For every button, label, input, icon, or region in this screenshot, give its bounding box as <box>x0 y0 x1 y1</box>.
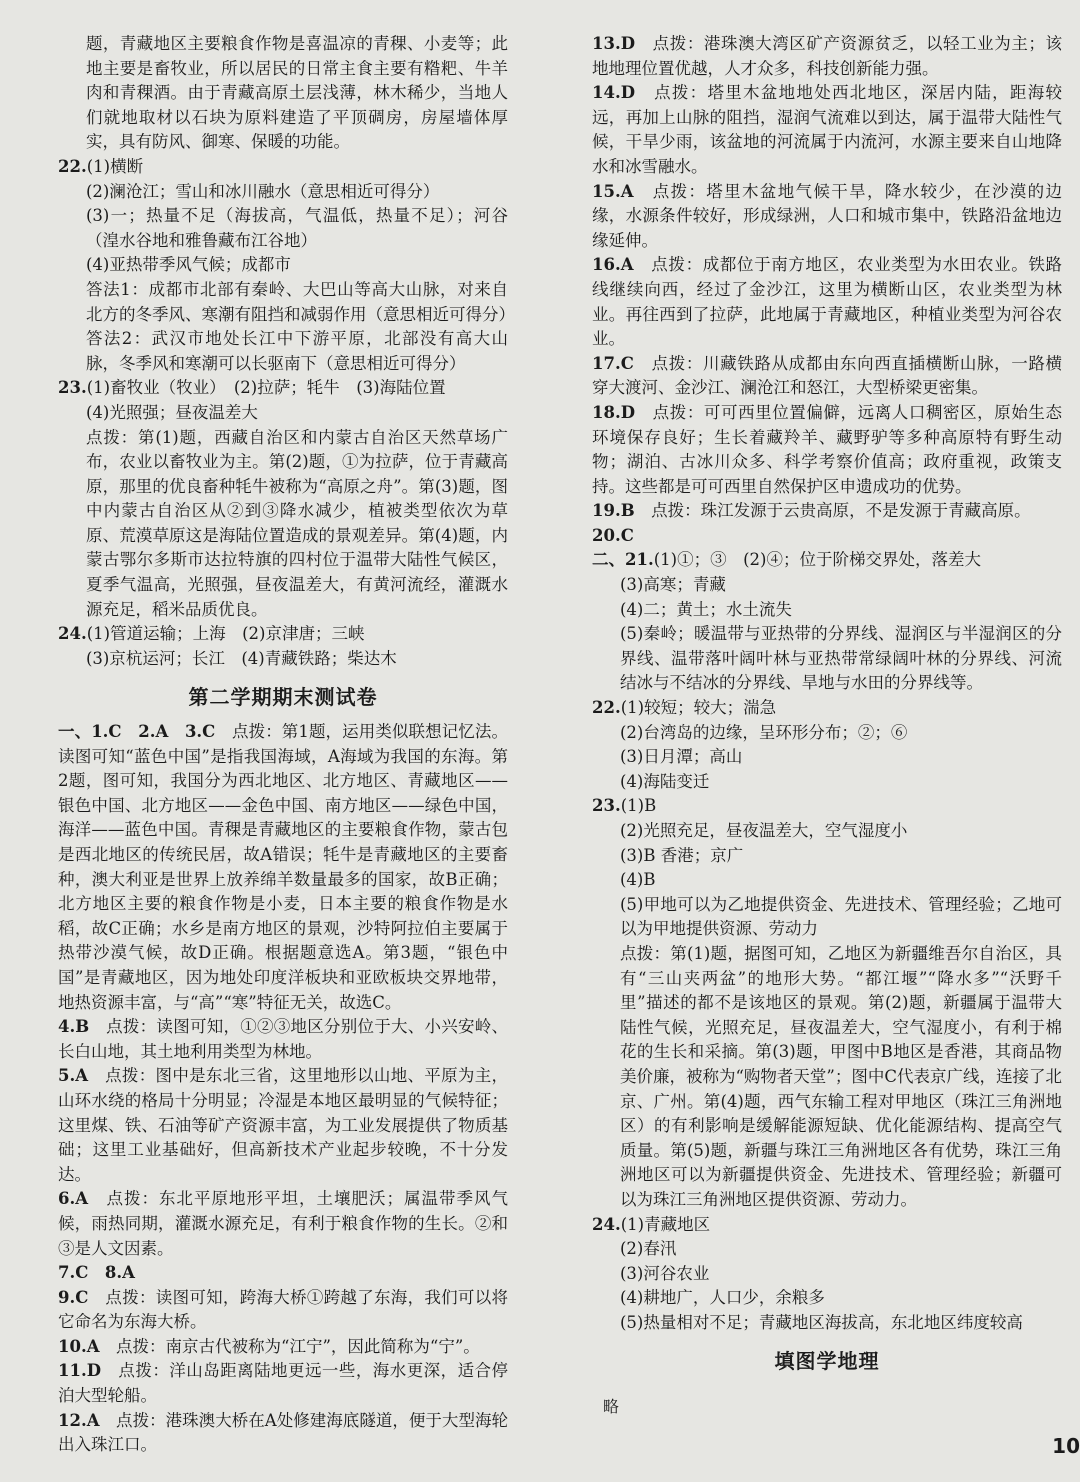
answer-number: 22. <box>592 698 621 718</box>
answer-text: 点拨：读图可知，①②③地区分别位于大、小兴安岭、长白山地，其土地利用类型为林地。 <box>58 1017 508 1061</box>
answer-item <box>592 573 1062 598</box>
answer-item <box>592 499 1062 524</box>
answer-item <box>592 598 1062 623</box>
left-column <box>58 32 515 1458</box>
answer-number: 12.A <box>58 1410 100 1430</box>
answer-item <box>592 81 1062 179</box>
answer-item <box>58 253 508 278</box>
answer-number: 23. <box>592 796 621 816</box>
answer-item <box>58 426 508 623</box>
answer-number: 24. <box>592 1214 621 1234</box>
answer-text: 点拨：港珠澳大湾区矿产资源贫乏，以轻工业为主；该地地理位置优越，人才众多，科技创新能力强。 <box>592 34 1062 78</box>
answer-text: (4)亚热带季风气候；成都市 <box>86 255 291 275</box>
answer-number: 23. <box>58 378 87 398</box>
answer-text: 点拨：成都位于南方地区，农业类型为水田农业。铁路线继续向西，经过了金沙江，这里为横断山区，农业类型为林业。再往西到了拉萨，此地属于青藏地区，种植业类型为河谷农业。 <box>592 255 1062 349</box>
answer-text: (4)二；黄土；水土流失 <box>620 599 792 619</box>
answer-number: 18.D <box>592 402 636 422</box>
answer-text: (5)秦岭；暖温带与亚热带的分界线、湿润区与半湿润区的分界线、温带落叶阔叶林与亚热带常绿阔叶林的分界线、河流结冰与不结冰的分界线、旱地与水田的分界线等。 <box>620 624 1062 693</box>
answer-text: 点拨：洋山岛距离陆地更远一些，海水更深，适合停泊大型轮船。 <box>58 1361 508 1406</box>
answer-number: 7.C 8.A <box>58 1263 135 1283</box>
answer-item <box>592 1262 1062 1287</box>
answer-item <box>592 548 1062 573</box>
answer-item <box>592 1237 1062 1262</box>
answer-text: (1)青藏地区 <box>620 1214 711 1234</box>
footer-note: 略 <box>603 1397 620 1416</box>
answer-number: 5.A <box>58 1066 89 1086</box>
answer-number: 19.B <box>592 501 635 521</box>
answer-item <box>592 868 1062 893</box>
answer-item <box>592 180 1062 254</box>
answer-item <box>58 278 515 327</box>
answer-item <box>592 32 1062 81</box>
answer-item <box>58 1335 508 1360</box>
answer-item <box>592 1213 1062 1238</box>
answer-text: (1)①；③ (2)④；位于阶梯交界处，落差大 <box>653 550 981 570</box>
answer-item <box>592 819 1062 844</box>
answer-item <box>58 401 508 426</box>
answer-item <box>58 32 508 155</box>
answer-text: (3)高寒；青藏 <box>620 575 726 595</box>
answer-text: (2)春汛 <box>620 1239 677 1259</box>
page-number: 10 <box>1052 1434 1080 1458</box>
answer-number: 二、21. <box>592 550 654 570</box>
answer-item <box>592 1311 1062 1336</box>
answer-text: (3)一；热量不足（海拔高，气温低，热量不足）；河谷（湟水谷地和雅鲁藏布江谷地） <box>86 206 508 250</box>
answer-text: 点拨：读图可知，跨海大桥①跨越了东海，我们可以将它命名为东海大桥。 <box>58 1287 508 1332</box>
answer-number: 13.D <box>592 34 636 53</box>
answer-text: 答法1：成都市北部有秦岭、大巴山等高大山脉，对来自北方的冬季风、寒潮有阻挡和减弱作用（意思相近可得分） <box>86 279 515 324</box>
section-title: 第二学期期末测试卷 <box>188 685 378 710</box>
answer-number: 10.A <box>58 1336 100 1356</box>
right-section-title: 填图学地理 <box>774 1349 880 1374</box>
answer-item <box>58 155 508 180</box>
answer-text: (4)B <box>620 870 656 890</box>
answer-item <box>592 893 1062 942</box>
left-answer-list-2 <box>58 720 508 1458</box>
answer-text: 点拨：东北平原地形平坦，土壤肥沃；属温带季风气候，雨热同期，灌溉水源充足，有利于粮食作物的生长。②和③是人文因素。 <box>58 1189 508 1258</box>
answer-item <box>58 622 508 647</box>
answer-item <box>58 1286 508 1335</box>
answer-item <box>592 770 1062 795</box>
answer-item <box>592 622 1062 696</box>
answer-item <box>58 327 508 376</box>
answer-number: 4.B <box>58 1017 90 1037</box>
answer-item <box>58 1409 508 1458</box>
answer-item <box>58 1359 508 1408</box>
answer-text: (3)日月潭；高山 <box>620 747 743 767</box>
answer-text: 答法2：武汉市地处长江中下游平原，北部没有高大山脉，冬季风和寒潮可以长驱南下（意思相近可得分） <box>86 329 508 373</box>
answer-item <box>58 180 508 205</box>
answer-item <box>58 1015 508 1064</box>
answer-item <box>592 253 1062 351</box>
answer-text: 点拨：可可西里位置偏僻，远离人口稠密区，原始生态环境保存良好；生长着藏羚羊、藏野驴等多种高原特有野生动物；湖泊、古冰川众多、科学考察价值高；政府重视，政策支持。这些都是可可西里自然保护区申遗成功的优势。 <box>592 402 1062 496</box>
answer-text: (1)B <box>620 796 657 816</box>
answer-item <box>592 1286 1062 1311</box>
answer-text: 点拨：港珠澳大桥在A处修建海底隧道，便于大型海轮出入珠江口。 <box>58 1410 508 1455</box>
answer-item <box>592 721 1062 746</box>
answer-text: (4)耕地广，人口少，余粮多 <box>620 1288 825 1308</box>
answer-number: 11.D <box>58 1361 102 1381</box>
answer-item <box>58 204 508 253</box>
answer-text: 题，青藏地区主要粮食作物是喜温凉的青稞、小麦等；此地主要是畜牧业，所以居民的日常主食主要有糌粑、牛羊肉和青稞酒。由于青藏高原土层浅薄，林木稀少，当地人们就地取材以石块为原料建造了平顶碉房，房屋墙体厚实，具有防风、御寒、保暖的功能。 <box>86 34 508 152</box>
answer-number: 20.C <box>592 525 634 545</box>
answer-number: 15.A <box>592 181 634 201</box>
answer-number: 16.A <box>592 255 634 275</box>
answer-number: 一、1.C 2.A 3.C <box>58 722 216 742</box>
answer-item <box>58 1261 508 1286</box>
answer-text: 点拨：南京古代被称为“江宁”，因此简称为“宁”。 <box>99 1336 480 1356</box>
answer-number: 22. <box>58 156 87 176</box>
answer-item <box>592 352 1062 401</box>
answer-text: (5)甲地可以为乙地提供资金、先进技术、管理经验；乙地可以为甲地提供资源、劳动力 <box>620 894 1062 939</box>
answer-item <box>58 1064 508 1187</box>
answer-item <box>592 942 1062 1213</box>
answer-item <box>592 794 1062 819</box>
answer-text: 点拨：塔里木盆地地处西北地区，深居内陆，距海较远，再加上山脉的阻挡，湿润气流难以到达，属于温带大陆性气候，干旱少雨，该盆地的河流属于内流河，水源主要来自山地降水和冰雪融水。 <box>592 83 1062 176</box>
answer-text: 点拨：第(1)题，据图可知，乙地区为新疆维吾尔自治区，具有“三山夹两盆”的地形大势。“都江堰”“降水多”“沃野千里”描述的都不是该地区的景观。第(2)题，新疆属于温带大陆性气候，光照充足，昼夜温差大，空气湿度小，有利于棉花的生长和采摘。第(3)题，甲图中B地区是香港，其商品物美价廉，被称为“购物者天堂”；图中C代表京广线，连接了北京、广州。第(4)题，西气东输工程对甲地区（珠江三角洲地区）的有利影响是缓解能源短缺、优化能源结构、提高空气质量。第(5)题，新疆与珠江三角洲地区各有优势，珠江三角洲地区可以为新疆提供资金、先进技术、管理经验；新疆可以为珠江三角洲地区提供资源、劳动力。 <box>620 943 1062 1209</box>
answer-text: (1)较短；较大；湍急 <box>620 698 777 718</box>
answer-number: 9.C <box>58 1287 89 1307</box>
right-column <box>592 32 1062 1384</box>
answer-text: (3)京杭运河；长江 (4)青藏铁路；柴达木 <box>86 648 397 668</box>
answer-text: (2)台湾岛的边缘，呈环形分布；②；⑥ <box>620 722 908 742</box>
answer-text: (5)热量相对不足；青藏地区海拔高，东北地区纬度较高 <box>620 1312 1023 1332</box>
answer-item <box>58 1187 508 1261</box>
answer-text: 点拨：第1题，运用类似联想记忆法。读图可知“蓝色中国”是指我国海域，A海域为我国的东海。第2题，图可知，我国分为西北地区、北方地区、青藏地区——银色中国、北方地区——金色中国、南方地区——绿色中国，海洋——蓝色中国。青稞是青藏地区的主要粮食作物，蒙古包是西北地区的传统民居，故A错误；牦牛是青藏地区的主要畜种，澳大利亚是世界上放养绵羊数量最多的国家，故B正确；北方地区主要的粮食作物是小麦，日本主要的粮食作物是水稻，故C正确；水乡是南方地区的景观，沙特阿拉伯主要属于热带沙漠气候，故D正确。根据题意选A。第3题，“银色中国”是青藏地区，因为地处印度洋板块和亚欧板块交界地带，地热资源丰富，与“高”“寒”特征无关，故选C。 <box>58 722 508 1012</box>
answer-text: 点拨：川藏铁路从成都由东向西直插横断山脉，一路横穿大渡河、金沙江、澜沧江和怒江，大型桥梁更密集。 <box>592 353 1062 398</box>
answer-text: (1)管道运输；上海 (2)京津唐；三峡 <box>86 624 365 644</box>
answer-item <box>592 696 1062 721</box>
answer-text: 点拨：珠江发源于云贵高原，不是发源于青藏高原。 <box>634 501 1031 521</box>
answer-text: (4)光照强；昼夜温差大 <box>86 402 258 422</box>
right-answer-list <box>592 32 1062 1335</box>
answer-text: (1)畜牧业（牧业） (2)拉萨；牦牛 (3)海陆位置 <box>86 378 446 398</box>
answer-item <box>58 720 508 1015</box>
left-answer-list <box>58 32 515 671</box>
answer-number: 6.A <box>58 1189 89 1209</box>
answer-item <box>592 401 1062 499</box>
answer-item <box>592 844 1062 869</box>
answer-number: 17.C <box>592 353 634 373</box>
answer-item <box>58 647 508 672</box>
answer-item <box>58 376 508 401</box>
answer-text: 点拨：第(1)题，西藏自治区和内蒙古自治区天然草场广布，农业以畜牧业为主。第(2)题，①为拉萨，位于青藏高原，那里的优良畜种牦牛被称为“高原之舟”。第(3)题，图中内蒙古自治区从②到③降水减少，植被类型依次为草原、荒漠草原这是海陆位置造成的景观差异。第(4)题，内蒙古鄂尔多斯市达拉特旗的四村位于温带大陆性气候区，夏季气温高，光照强，昼夜温差大，有黄河流经，灌溉水源充足，稻米品质优良。 <box>86 427 508 619</box>
answer-number: 14.D <box>592 83 636 103</box>
answer-text: 点拨：图中是东北三省，这里地形以山地、平原为主，山环水绕的格局十分明显；冷湿是本地区最明显的气候特征；这里煤、铁、石油等矿产资源丰富，为工业发展提供了物质基础；这里工业基础好，但高新技术产业起步较晚，不十分发达。 <box>58 1066 508 1184</box>
answer-text: (2)澜沧江；雪山和冰川融水（意思相近可得分） <box>86 181 440 201</box>
answer-number: 24. <box>58 624 87 644</box>
answer-text: (3)B 香港；京广 <box>620 845 744 865</box>
answer-item <box>592 524 1062 549</box>
answer-text: (4)海陆变迁 <box>620 771 710 791</box>
answer-text: (3)河谷农业 <box>620 1263 710 1283</box>
answer-item <box>592 745 1062 770</box>
answer-text: (1)横断 <box>86 156 144 176</box>
answer-text: (2)光照充足，昼夜温差大，空气湿度小 <box>620 821 908 840</box>
answer-text: 点拨：塔里木盆地气候干旱，降水较少，在沙漠的边缘，水源条件较好，形成绿洲，人口和城市集中，铁路沿盆地边缘延伸。 <box>592 181 1062 250</box>
